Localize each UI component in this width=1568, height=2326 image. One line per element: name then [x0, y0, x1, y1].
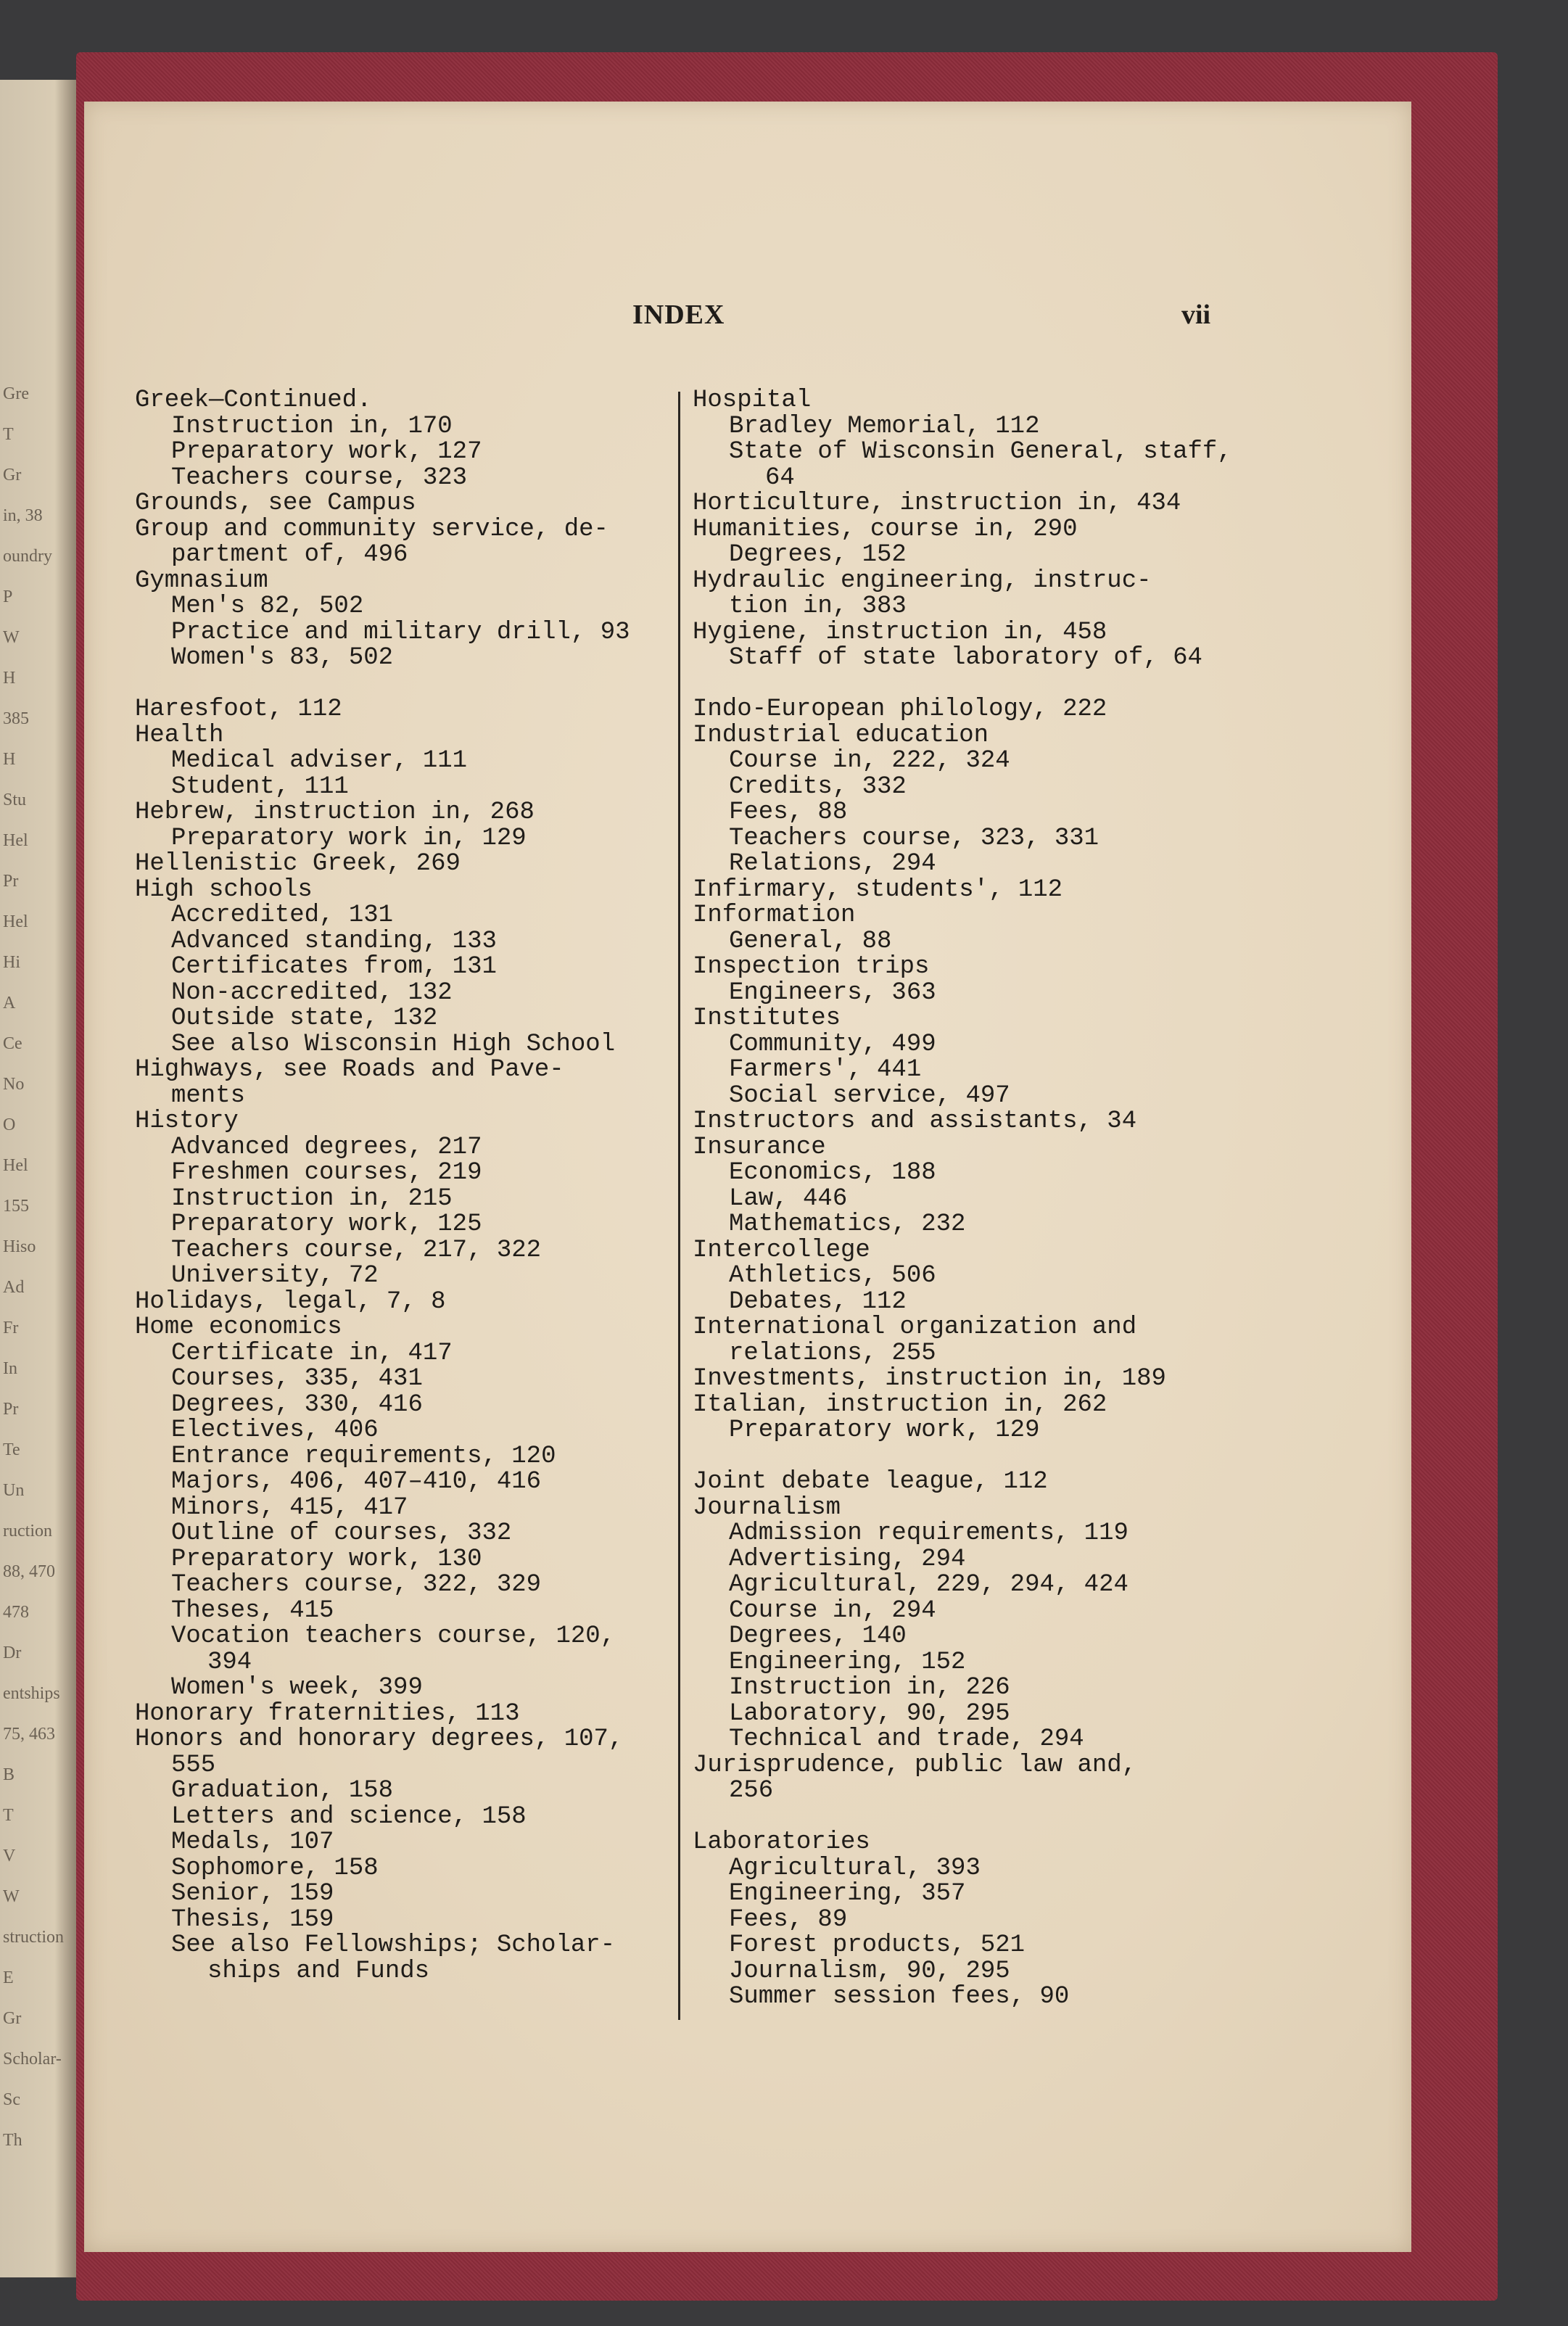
index-subentry: See also Fellowships; Scholar- — [171, 1931, 616, 1959]
index-subentry: Debates, 112 — [729, 1287, 907, 1316]
index-entry: High schools — [135, 875, 313, 904]
section-gap — [693, 1444, 1229, 1470]
index-subentry: Engineering, 152 — [729, 1648, 966, 1676]
index-subentry: Courses, 335, 431 — [171, 1365, 423, 1393]
index-subentry: Degrees, 152 — [729, 541, 907, 569]
index-subentry: Preparatory work, 127 — [171, 438, 482, 466]
index-subentry: ships and Funds — [207, 1957, 430, 1985]
index-subentry: Sophomore, 158 — [171, 1854, 379, 1882]
section-gap — [693, 672, 1229, 698]
facing-page-fragment: Gr — [3, 2009, 22, 2028]
index-subentry: Vocation teachers course, 120, — [171, 1622, 616, 1650]
facing-page-fragment: 88, 470 — [3, 1562, 55, 1581]
page-number: vii — [1181, 300, 1211, 330]
index-entry: Investments, instruction in, 189 — [693, 1365, 1166, 1393]
column-divider — [678, 392, 680, 2020]
index-subentry: Accredited, 131 — [171, 902, 394, 929]
facing-page-fragment: Dr — [3, 1644, 22, 1662]
index-column-right — [693, 387, 1232, 2010]
section-gap — [693, 1805, 1229, 1831]
index-subentry: Course in, 294 — [729, 1596, 936, 1625]
index-subentry: Agricultural, 229, 294, 424 — [729, 1571, 1128, 1599]
facing-page-fragment: oundry — [3, 547, 52, 566]
index-entry: Industrial education — [693, 721, 989, 749]
facing-page-fragment: in, 38 — [3, 506, 43, 525]
index-subentry: Non-accredited, 132 — [171, 978, 453, 1007]
index-subentry: Women's 83, 502 — [171, 644, 394, 672]
index-subentry: Practice and military drill, 93 — [171, 618, 630, 646]
index-subentry: Advertising, 294 — [729, 1545, 966, 1573]
index-subentry: Course in, 222, 324 — [729, 747, 1010, 775]
index-subentry: Freshmen courses, 219 — [171, 1159, 482, 1187]
index-subentry: Preparatory work, 130 — [171, 1545, 482, 1573]
facing-page-fragment: A — [3, 994, 16, 1013]
index-subentry: Preparatory work, 129 — [729, 1416, 1040, 1444]
index-subentry: Entrance requirements, 120 — [171, 1442, 556, 1470]
facing-page-fragment: ruction — [3, 1522, 52, 1541]
index-subentry: Women's week, 399 — [171, 1674, 423, 1702]
index-entry: History — [135, 1108, 239, 1135]
index-entry: Institutes — [693, 1005, 841, 1032]
facing-page-fragment: Th — [3, 2131, 22, 2150]
index-entry: Group and community service, de- — [135, 515, 608, 543]
index-subentry: Engineering, 357 — [729, 1880, 966, 1908]
index-entry: Hydraulic engineering, instruc- — [693, 566, 1152, 595]
index-subentry: Economics, 188 — [729, 1159, 936, 1187]
facing-page-fragment: Fr — [3, 1319, 19, 1337]
facing-page-fragment: B — [3, 1765, 15, 1784]
index-subentry: Senior, 159 — [171, 1880, 334, 1908]
facing-page-fragment: E — [3, 1968, 14, 1987]
index-entry: Hebrew, instruction in, 268 — [135, 799, 535, 826]
facing-page-edge — [0, 80, 78, 2277]
index-subentry: ments — [171, 1081, 246, 1110]
facing-page-fragment: Gre — [3, 384, 29, 403]
index-subentry: Outside state, 132 — [171, 1005, 438, 1032]
index-entry: Infirmary, students', 112 — [693, 875, 1063, 904]
index-subentry: Social service, 497 — [729, 1081, 1010, 1110]
index-subentry: Mathematics, 232 — [729, 1211, 966, 1238]
index-entry: Horticulture, instruction in, 434 — [693, 490, 1181, 517]
index-subentry: Teachers course, 323 — [171, 463, 468, 492]
index-subentry: Student, 111 — [171, 772, 349, 801]
index-subentry: Fees, 89 — [729, 1905, 848, 1934]
index-subentry: Community, 499 — [729, 1030, 936, 1058]
index-entry: Humanities, course in, 290 — [693, 515, 1078, 543]
index-subentry: Athletics, 506 — [729, 1262, 936, 1290]
index-entry: Jurisprudence, public law and, — [693, 1751, 1137, 1779]
facing-page-fragment: 155 — [3, 1197, 29, 1216]
index-entry: Haresfoot, 112 — [135, 696, 342, 723]
index-entry: Joint debate league, 112 — [693, 1468, 1048, 1496]
index-subentry: See also Wisconsin High School — [171, 1030, 616, 1058]
index-subentry: Degrees, 330, 416 — [171, 1390, 423, 1419]
index-subentry: Law, 446 — [729, 1184, 848, 1213]
index-entry: Indo-European philology, 222 — [693, 696, 1107, 723]
index-subentry: General, 88 — [729, 927, 892, 955]
index-entry: Honors and honorary degrees, 107, — [135, 1725, 624, 1753]
facing-page-fragment: Hel — [3, 831, 28, 850]
index-subentry: tion in, 383 — [729, 593, 907, 620]
index-entry: Inspection trips — [693, 953, 930, 981]
facing-page-fragment: Te — [3, 1440, 20, 1459]
index-subentry: Technical and trade, 294 — [729, 1725, 1084, 1753]
index-subentry: relations, 255 — [729, 1339, 936, 1367]
index-subentry: Minors, 415, 417 — [171, 1493, 408, 1522]
index-entry: Hygiene, instruction in, 458 — [693, 618, 1107, 646]
facing-page-fragment: T — [3, 425, 14, 444]
facing-page-fragment: W — [3, 628, 20, 647]
index-subentry: Engineers, 363 — [729, 978, 936, 1007]
facing-page-fragment: H — [3, 669, 16, 688]
index-subentry: State of Wisconsin General, staff, — [729, 438, 1232, 466]
index-entry: International organization and — [693, 1313, 1137, 1341]
index-entry: Hellenistic Greek, 269 — [135, 850, 461, 878]
facing-page-fragment: Pr — [3, 872, 19, 891]
index-subentry: Certificate in, 417 — [171, 1339, 453, 1367]
facing-page-fragment: Gr — [3, 466, 22, 484]
index-subentry: Bradley Memorial, 112 — [729, 412, 1040, 440]
index-subentry: Outline of courses, 332 — [171, 1519, 512, 1547]
facing-page-fragment: entships — [3, 1684, 60, 1703]
facing-page-fragment: 478 — [3, 1603, 29, 1622]
index-subentry: Staff of state laboratory of, 64 — [729, 644, 1202, 672]
index-entry: Greek—Continued. — [135, 387, 372, 414]
index-subentry: Men's 82, 502 — [171, 593, 364, 620]
facing-page-fragment: Ad — [3, 1278, 25, 1297]
facing-page-fragment: Un — [3, 1481, 25, 1500]
index-subentry: Admission requirements, 119 — [729, 1519, 1128, 1547]
index-subentry: Advanced standing, 133 — [171, 927, 497, 955]
index-subentry: Fees, 88 — [729, 799, 848, 826]
facing-page-fragment: Scholar- — [3, 2050, 62, 2069]
index-entry: Grounds, see Campus — [135, 490, 416, 517]
index-subentry: 256 — [729, 1777, 774, 1805]
facing-page-fragment: T — [3, 1806, 14, 1825]
index-subentry: 555 — [171, 1751, 216, 1779]
facing-page-fragment: 385 — [3, 709, 29, 728]
index-subentry: Majors, 406, 407–410, 416 — [171, 1468, 542, 1496]
facing-page-fragment: Sc — [3, 2090, 20, 2109]
index-entry: Intercollege — [693, 1236, 870, 1264]
index-entry: Health — [135, 721, 224, 749]
index-entry: Journalism — [693, 1493, 841, 1522]
index-column-left — [135, 388, 672, 1984]
index-subentry: Preparatory work in, 129 — [171, 824, 527, 852]
index-subentry: Teachers course, 323, 331 — [729, 824, 1099, 852]
index-subentry: Letters and science, 158 — [171, 1802, 527, 1831]
index-subentry: Certificates from, 131 — [171, 953, 497, 981]
index-subentry: University, 72 — [171, 1262, 379, 1290]
index-subentry: Preparatory work, 125 — [171, 1211, 482, 1238]
index-subentry: Relations, 294 — [729, 850, 936, 878]
index-subentry: Graduation, 158 — [171, 1777, 394, 1805]
index-entry: Honorary fraternities, 113 — [135, 1699, 520, 1728]
index-entry: Home economics — [135, 1313, 342, 1341]
index-subentry: Journalism, 90, 295 — [729, 1957, 1010, 1985]
section-gap — [135, 672, 672, 698]
index-subentry: Summer session fees, 90 — [729, 1983, 1070, 2010]
index-subentry: Medals, 107 — [171, 1828, 334, 1856]
index-subentry: Instruction in, 215 — [171, 1184, 453, 1213]
index-entry: Insurance — [693, 1133, 826, 1161]
index-entry: Highways, see Roads and Pave- — [135, 1056, 564, 1084]
index-subentry: Advanced degrees, 217 — [171, 1133, 482, 1161]
index-entry: Laboratories — [693, 1828, 870, 1856]
index-entry: Gymnasium — [135, 566, 268, 595]
facing-page-fragment: struction — [3, 1928, 64, 1947]
facing-page-fragment: Stu — [3, 791, 27, 809]
index-subentry: Credits, 332 — [729, 772, 907, 801]
facing-page-fragment: Pr — [3, 1400, 19, 1419]
facing-page-fragment: Hel — [3, 912, 28, 931]
index-subentry: Agricultural, 393 — [729, 1854, 981, 1882]
facing-page-fragment: Hel — [3, 1156, 28, 1175]
facing-page-fragment: Hiso — [3, 1237, 36, 1256]
index-entry: Italian, instruction in, 262 — [693, 1390, 1107, 1419]
index-subentry: Electives, 406 — [171, 1416, 379, 1444]
index-subentry: Degrees, 140 — [729, 1622, 907, 1650]
index-subentry: Thesis, 159 — [171, 1905, 334, 1934]
index-subentry: Farmers', 441 — [729, 1056, 922, 1084]
facing-page-fragment: Ce — [3, 1034, 22, 1053]
facing-page-fragment: V — [3, 1847, 16, 1865]
index-subentry: 64 — [765, 463, 795, 492]
index-subentry: Instruction in, 170 — [171, 412, 453, 440]
index-entry: Information — [693, 902, 856, 929]
facing-page-fragment: 75, 463 — [3, 1725, 55, 1744]
facing-page-fragment: No — [3, 1075, 25, 1094]
page-title: INDEX — [632, 300, 725, 330]
index-subentry: Teachers course, 322, 329 — [171, 1571, 542, 1599]
page-header — [84, 299, 1411, 335]
index-subentry: partment of, 496 — [171, 541, 408, 569]
facing-page-fragment: O — [3, 1115, 16, 1134]
index-subentry: Laboratory, 90, 295 — [729, 1699, 1010, 1728]
facing-page-fragment: W — [3, 1887, 20, 1906]
facing-page-fragment: In — [3, 1359, 17, 1378]
facing-page-fragment: Hi — [3, 953, 20, 972]
index-subentry: Instruction in, 226 — [729, 1674, 1010, 1702]
index-entry: Holidays, legal, 7, 8 — [135, 1287, 446, 1316]
index-subentry: 394 — [207, 1648, 252, 1676]
index-subentry: Medical adviser, 111 — [171, 747, 468, 775]
index-subentry: Theses, 415 — [171, 1596, 334, 1625]
index-entry: Hospital — [693, 387, 812, 414]
index-subentry: Teachers course, 217, 322 — [171, 1236, 542, 1264]
index-entry: Instructors and assistants, 34 — [693, 1108, 1137, 1135]
facing-page-fragment: P — [3, 587, 13, 606]
index-subentry: Forest products, 521 — [729, 1931, 1026, 1959]
facing-page-fragment: H — [3, 750, 16, 769]
